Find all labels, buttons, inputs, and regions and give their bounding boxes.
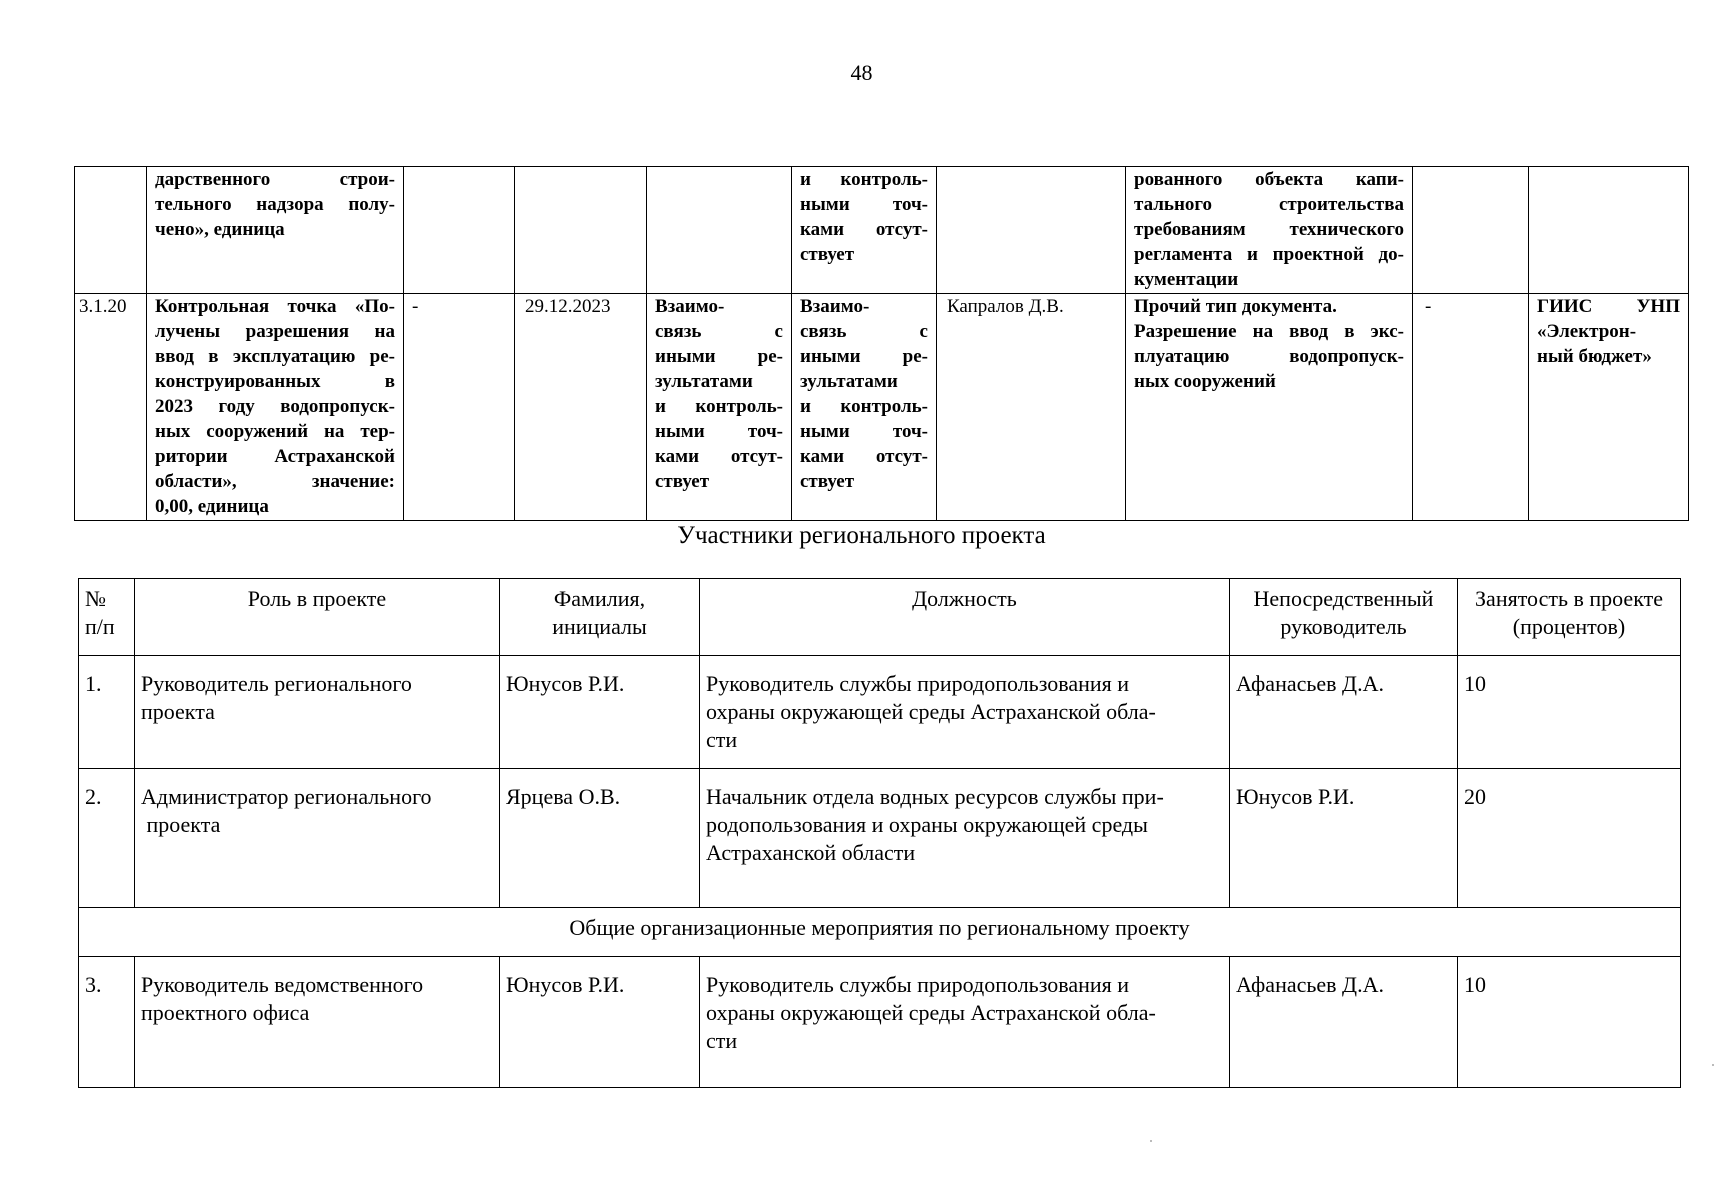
header-employment (1458, 579, 1681, 656)
milestone-row-3-1-20 (75, 294, 1689, 521)
line: сти (706, 727, 738, 752)
participant-position (700, 957, 1230, 1088)
line: конструированных в (155, 371, 395, 392)
participants-table (78, 578, 1681, 1088)
cont-document-cell (1126, 167, 1413, 294)
line: «Электрон- (1537, 321, 1637, 342)
participant-num: 2. (79, 769, 135, 908)
participant-position (700, 769, 1230, 908)
milestone-responsible: Капралов Д.В. (937, 294, 1126, 521)
line: Прочий тип документа. (1134, 296, 1337, 317)
line: Астраханской области (706, 840, 916, 865)
participant-name: Ярцева О.В. (500, 769, 700, 908)
header-name (500, 579, 700, 656)
line: Администратор регионального (141, 784, 432, 809)
milestone-system-cell (1529, 294, 1689, 521)
cont-empty-cell (1413, 167, 1529, 294)
line: тального строительства (1134, 194, 1404, 215)
participants-header-row (79, 579, 1681, 656)
header-role: Роль в проекте (135, 579, 500, 656)
line: регламента и проектной до- (1134, 244, 1404, 265)
line: Взаимо- (655, 296, 725, 317)
participant-supervisor: Юнусов Р.И. (1230, 769, 1458, 908)
line: ками отсут- (800, 446, 928, 467)
cont-empty-cell (404, 167, 515, 294)
line: Взаимо- (800, 296, 870, 317)
line: Непосредственный (1253, 586, 1434, 611)
line: ными точ- (655, 421, 783, 442)
line: проекта (141, 699, 215, 724)
line: охраны окружающей среды Астраханской обла- (706, 1000, 1156, 1025)
line: связь с (800, 321, 928, 342)
line: сти (706, 1028, 738, 1053)
line: зультатами (800, 371, 898, 392)
milestones-table (74, 166, 1689, 521)
line: чено», единица (155, 219, 285, 240)
line: Руководитель регионального (141, 671, 412, 696)
cont-empty-cell (515, 167, 647, 294)
line: руководитель (1280, 614, 1407, 639)
line: кументации (1134, 269, 1239, 290)
line: ных сооружений (1134, 371, 1276, 392)
line: Разрешение на ввод в экс- (1134, 321, 1404, 342)
line: и контроль- (800, 396, 928, 417)
line: Руководитель ведомственного (141, 972, 424, 997)
participant-row (79, 656, 1681, 769)
line: рованного объекта капи- (1134, 169, 1404, 190)
line: № (85, 586, 106, 611)
participant-employment: 10 (1458, 957, 1681, 1088)
line: и контроль- (800, 169, 928, 190)
page-number: 48 (850, 60, 873, 85)
line: связь с (655, 321, 783, 342)
line: ритории Астраханской (155, 446, 395, 467)
line: ками отсут- (800, 219, 928, 240)
line: инициалы (552, 614, 647, 639)
line: ный бюджет» (1537, 346, 1652, 367)
line: дарственного строи- (155, 169, 395, 190)
milestone-col9: - (1413, 294, 1529, 521)
line: п/п (85, 614, 115, 639)
milestone-successors-cell (792, 294, 937, 521)
line: зультатами (655, 371, 753, 392)
line: тельного надзора полу- (155, 194, 395, 215)
line: ных сооружений на тер- (155, 421, 395, 442)
participant-name: Юнусов Р.И. (500, 957, 700, 1088)
line: 0,00, единица (155, 496, 269, 517)
line: Контрольная точка «По- (155, 296, 395, 317)
header-supervisor (1230, 579, 1458, 656)
participant-num: 3. (79, 957, 135, 1088)
line: ввод в эксплуатацию ре- (155, 346, 395, 367)
line: Фамилия, (553, 586, 646, 611)
line: Начальник отдела водных ресурсов службы при- (706, 784, 1164, 809)
participant-role (135, 957, 500, 1088)
line: Занятость в проекте (1475, 586, 1663, 611)
line: ными точ- (800, 421, 928, 442)
line: родопользования и охраны окружающей среды (706, 812, 1148, 837)
line: ными точ- (800, 194, 928, 215)
line: ГИИС УНП (1537, 296, 1680, 317)
line: плуатацию водопропуск- (1134, 346, 1404, 367)
line: проекта (141, 812, 221, 837)
line: ствует (800, 244, 855, 265)
line: охраны окружающей среды Астраханской обла- (706, 699, 1156, 724)
line: Руководитель службы природопользования и (706, 972, 1130, 997)
milestone-date: 29.12.2023 (515, 294, 647, 521)
cont-empty-cell (647, 167, 792, 294)
cont-empty-cell (1529, 167, 1689, 294)
line: требованиям технического (1134, 219, 1404, 240)
participant-num: 1. (79, 656, 135, 769)
section-title: Участники регионального проекта (677, 522, 1046, 549)
continuation-row (75, 167, 1689, 294)
header-num (79, 579, 135, 656)
participant-role (135, 656, 500, 769)
line: (процентов) (1512, 614, 1626, 639)
line: иными ре- (655, 346, 783, 367)
participant-employment: 20 (1458, 769, 1681, 908)
milestone-col3: - (404, 294, 515, 521)
line: иными ре- (800, 346, 928, 367)
cont-interrelation-cell (792, 167, 937, 294)
participant-supervisor: Афанасьев Д.А. (1230, 957, 1458, 1088)
participant-row (79, 769, 1681, 908)
line: и контроль- (655, 396, 783, 417)
line: 2023 году водопропуск- (155, 396, 395, 417)
group-title: Общие организационные мероприятия по региональному проекту (79, 908, 1681, 957)
header-position: Должность (700, 579, 1230, 656)
participant-position (700, 656, 1230, 769)
participant-name: Юнусов Р.И. (500, 656, 700, 769)
line: ствует (800, 471, 855, 492)
cont-empty-cell (937, 167, 1126, 294)
participant-supervisor: Афанасьев Д.А. (1230, 656, 1458, 769)
cont-name-cell (147, 167, 404, 294)
cont-num-cell (75, 167, 147, 294)
scan-speck (1150, 1140, 1152, 1142)
scan-speck (1712, 1064, 1714, 1066)
line: проектного офиса (141, 1000, 310, 1025)
participant-employment: 10 (1458, 656, 1681, 769)
participant-role (135, 769, 500, 908)
line: лучены разрешения на (155, 321, 395, 342)
line: ками отсут- (655, 446, 783, 467)
line: ствует (655, 471, 710, 492)
milestone-document-cell (1126, 294, 1413, 521)
line: области», значение: (155, 471, 395, 492)
milestone-predecessors-cell (647, 294, 792, 521)
participant-row (79, 957, 1681, 1088)
group-heading-row (79, 908, 1681, 957)
milestone-number: 3.1.20 (75, 294, 147, 521)
line: Руководитель службы природопользования и (706, 671, 1130, 696)
milestone-name-cell (147, 294, 404, 521)
